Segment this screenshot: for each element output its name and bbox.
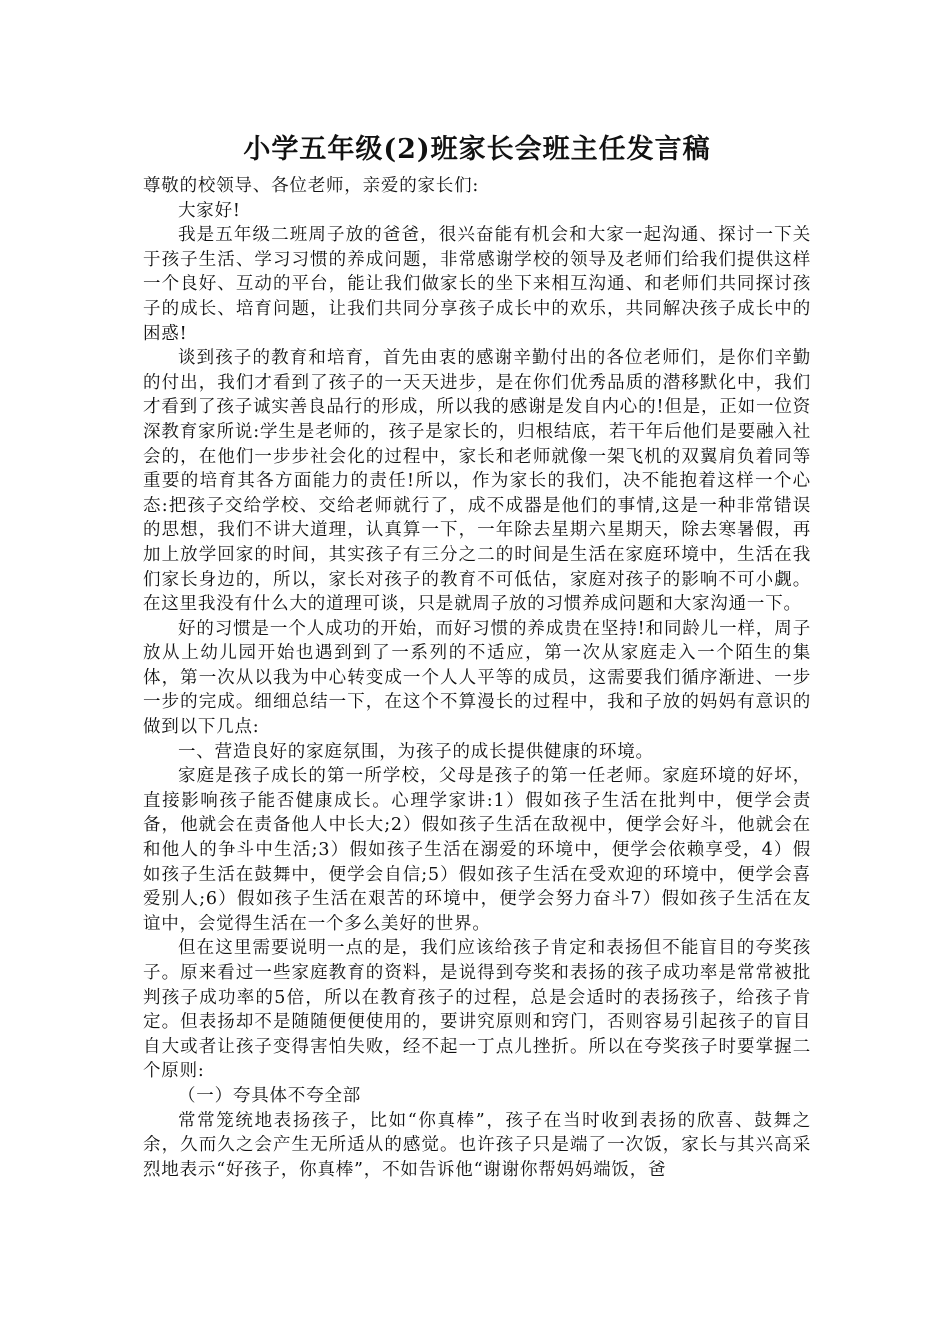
document-title: 小学五年级(2)班家长会班主任发言稿 xyxy=(243,134,711,165)
paragraph-introduction: 我是五年级二班周子放的爸爸，很兴奋能有机会和大家一起沟通、探讨一下关于孩子生活、学习习惯的养成问题，非常感谢学校的领导及老师们给我们提供这样一个良好、互动的平台，能让我们做家长的坐下来相互沟通、和老师们共同探讨孩子的成长、培育问题，让我们共同分享孩子成长中的欢乐，共同解决孩子成长中的困惑! xyxy=(143,225,811,344)
paragraph-praise-example: 常常笼统地表扬孩子，比如“你真棒”，孩子在当时收到表扬的欣喜、鼓舞之余，久而久之会产生无所适从的感觉。也许孩子只是端了一次饭，家长与其兴高采烈地表示“好孩子，你真棒”，不如告诉他“谢谢你帮妈妈端饭，爸 xyxy=(143,1110,811,1180)
paragraph-thanks-teachers: 谈到孩子的教育和培育，首先由衷的感谢辛勤付出的各位老师们，是你们辛勤的付出，我们才看到了孩子的一天天进步，是在你们优秀品质的潜移默化中，我们才看到了孩子诚实善良品行的形成，所以我的感谢是发自内心的!但是，正如一位资深教育家所说:学生是老师的，孩子是家长的，归根结底，若干年后他们是要融入社会的，在他们一步步社会化的过程中，家长和老师就像一架飞机的双翼肩负着同等重要的培育其各方面能力的责任!所以，作为家长的我们，决不能抱着这样一个心态:把孩子交给学校、交给老师就行了，成不成器是他们的事情,这是一种非常错误的思想，我们不讲大道理，认真算一下，一年除去星期六星期天，除去寒暑假，再加上放学回家的时间，其实孩子有三分之二的时间是生活在家庭环境中，生活在我们家长身边的，所以，家长对孩子的教育不可低估，家庭对孩子的影响不可小觑。在这里我没有什么大的道理可谈，只是就周子放的习惯养成问题和大家沟通一下。 xyxy=(143,348,811,615)
subheading-praise-specifics: （一）夸具体不夸全部 xyxy=(178,1085,361,1106)
section-heading-family-atmosphere: 一、营造良好的家庭氛围，为孩子的成长提供健康的环境。 xyxy=(178,741,654,762)
document-page xyxy=(143,128,811,1182)
paragraph-praise: 但在这里需要说明一点的是，我们应该给孩子肯定和表扬但不能盲目的夸奖孩子。原来看过一些家庭教育的资料，是说得到夸奖和表扬的孩子成功率是常常被批判孩子成功率的5倍，所以在教育孩子的过程，总是会适时的表扬孩子，给孩子肯定。但表扬却不是随随便便使用的，要讲究原则和窍门，否则容易引起孩子的盲目自大或者让孩子变得害怕失败，经不起一丁点儿挫折。所以在夸奖孩子时要掌握二个原则: xyxy=(143,938,811,1082)
salutation: 尊敬的校领导、各位老师，亲爱的家长们: xyxy=(143,176,480,196)
paragraph-family-environment: 家庭是孩子成长的第一所学校，父母是孩子的第一任老师。家庭环境的好坏，直接影响孩子能否健康成长。心理学家讲:1）假如孩子生活在批判中，便学会责备，他就会在责备他人中长大;2）假如孩子生活在敌视中，便学会好斗，他就会在和他人的争斗中生活;3）假如孩子生活在溺爱的环境中，便学会依赖享受，4）假如孩子生活在鼓舞中，便学会自信;5）假如孩子生活在受欢迎的环境中，便学会喜爱别人;6）假如孩子生活在艰苦的环境中，便学会努力奋斗7）假如孩子生活在友谊中，会觉得生活在一个多么美好的世界。 xyxy=(143,766,811,934)
paragraph-greeting: 大家好! xyxy=(178,200,241,221)
paragraph-good-habits: 好的习惯是一个人成功的开始，而好习惯的养成贵在坚持!和同龄儿一样，周子放从上幼儿园开始也遇到到了一系列的不适应，第一次从家庭走入一个陌生的集体，第一次从以我为中心转变成一个人人平等的成员，这需要我们循序渐进、一步一步的完成。细细总结一下，在这个不算漫长的过程中，我和子放的妈妈有意识的做到以下几点: xyxy=(143,618,811,738)
